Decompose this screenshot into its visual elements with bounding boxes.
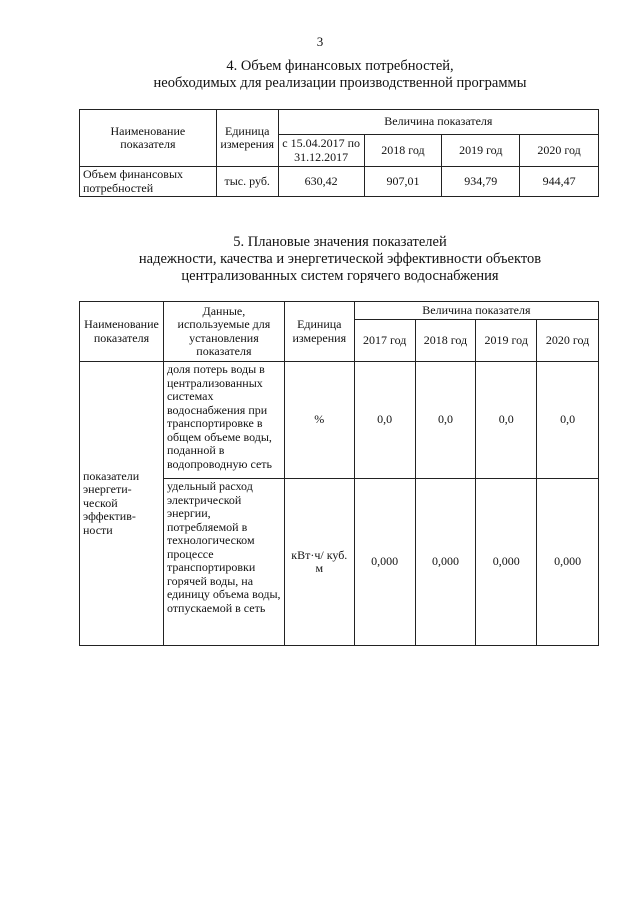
row-value: 0,0 (354, 362, 415, 479)
financial-needs-table (79, 109, 599, 197)
header-year: 2019 год (476, 320, 537, 362)
row-value: 0,0 (476, 362, 537, 479)
header-period: с 15.04.2017 по 31.12.2017 (278, 135, 364, 167)
row-name: Объем финансовых потребностей (80, 167, 217, 197)
row-value: 0,000 (415, 479, 476, 646)
header-year: 2017 год (354, 320, 415, 362)
header-year: 2018 год (415, 320, 476, 362)
header-period: 2019 год (442, 135, 520, 167)
section4-title-line: необходимых для реализации производственной программы (153, 75, 527, 91)
row-value: 0,0 (415, 362, 476, 479)
row-value: 934,79 (442, 167, 520, 197)
section4-title-line: 4. Объем финансовых потребностей, (226, 58, 454, 74)
table-row (80, 167, 599, 197)
row-data: доля потерь воды в централизованных системах водоснабжения при транспортировке в общем объеме воды, поданной в водопроводную сеть (163, 362, 284, 479)
row-unit: тыс. руб. (216, 167, 278, 197)
performance-indicators-table (79, 301, 599, 646)
row-value: 907,01 (364, 167, 442, 197)
header-value-group: Величина показателя (354, 302, 598, 320)
header-data: Данные, используемые для установления показателя (163, 302, 284, 362)
row-value: 0,000 (354, 479, 415, 646)
section4-title (80, 58, 600, 92)
row-value: 944,47 (520, 167, 599, 197)
header-year: 2020 год (537, 320, 599, 362)
row-value: 0,0 (537, 362, 599, 479)
header-name: Наименование показателя (80, 302, 164, 362)
section5-title (80, 234, 600, 285)
header-period: 2018 год (364, 135, 442, 167)
row-unit: кВт·ч/ куб. м (284, 479, 354, 646)
header-unit: Единица измерения (216, 110, 278, 167)
section5-title-line: 5. Плановые значения показателей (233, 234, 447, 250)
group-name: показатели энергети-ческой эффектив-ности (80, 362, 164, 646)
section5-title-line: централизованных систем горячего водоснабжения (181, 268, 499, 284)
page-number: 3 (316, 34, 324, 49)
row-value: 0,000 (537, 479, 599, 646)
header-unit: Единица измерения (284, 302, 354, 362)
header-period: 2020 год (520, 135, 599, 167)
table-row (80, 362, 599, 479)
row-value: 0,000 (476, 479, 537, 646)
row-data: удельный расход электрической энергии, потребляемой в технологическом процессе транспортировки горячей воды, на единицу объема воды, отпускаемой в сеть (163, 479, 284, 646)
row-unit: % (284, 362, 354, 479)
header-name: Наименование показателя (80, 110, 217, 167)
header-value-group: Величина показателя (278, 110, 598, 135)
row-value: 630,42 (278, 167, 364, 197)
section5-title-line: надежности, качества и энергетической эффективности объектов (138, 251, 542, 267)
